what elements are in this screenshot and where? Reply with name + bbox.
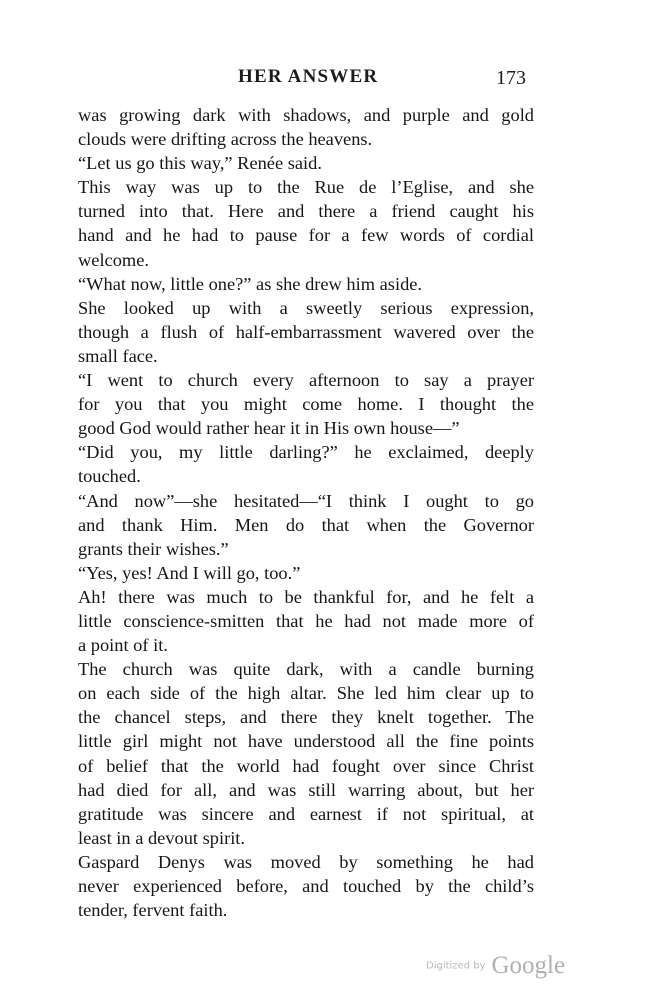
text-line: gratitude was sincere and earnest if not spiritual, at — [78, 803, 534, 824]
google-logo: Google — [491, 952, 566, 979]
chapter-title: HER ANSWER — [238, 66, 379, 87]
text-line: hand and he had to pause for a few words of cordial — [78, 225, 534, 246]
watermark-prefix: Digitized by — [426, 960, 486, 972]
text-line: “Let us go this way,” Renée said. — [78, 153, 322, 174]
text-line: was growing dark with shadows, and purple and gold — [78, 105, 534, 125]
text-line: though a flush of half-embarrassment wavered over the — [78, 321, 534, 342]
text-line: had died for all, and was still warring about, but her — [78, 779, 534, 800]
text-line: of belief that the world had fought over since Christ — [78, 755, 534, 776]
page-number: 173 — [496, 67, 526, 89]
text-line: small face. — [78, 345, 158, 366]
text-line: grants their wishes.” — [78, 538, 229, 559]
text-line: The church was quite dark, with a candle burning — [78, 659, 534, 680]
text-line: and thank Him. Men do that when the Governor — [78, 514, 534, 535]
running-head — [0, 66, 667, 94]
text-line: Gaspard Denys was moved by something he had — [78, 851, 534, 872]
text-line: on each side of the high altar. She led him clear up to — [78, 683, 534, 704]
text-line: She looked up with a sweetly serious expression, — [78, 297, 534, 318]
body-text — [78, 103, 534, 922]
text-line: tender, fervent faith. — [78, 900, 228, 921]
text-line: for you that you might come home. I thought the — [78, 394, 534, 415]
text-line: “And now”—she hesitated—“I think I ought to go — [78, 490, 534, 511]
text-line: the chancel steps, and there they knelt together. The — [78, 707, 534, 728]
text-line: “Did you, my little darling?” he exclaimed, deeply — [78, 442, 534, 463]
text-line: Ah! there was much to be thankful for, and he felt a — [78, 586, 534, 607]
digitized-watermark — [426, 952, 565, 982]
text-line: This way was up to the Rue de l’Eglise, and she — [78, 177, 534, 198]
text-line: good God would rather hear it in His own house—” — [78, 418, 460, 439]
text-line: little girl might not have understood all the fine points — [78, 731, 534, 752]
text-line: never experienced before, and touched by the child’s — [78, 876, 534, 896]
text-line: a point of it. — [78, 635, 168, 656]
text-line: turned into that. Here and there a friend caught his — [78, 201, 534, 222]
text-line: touched. — [78, 466, 141, 487]
text-line: least in a devout spirit. — [78, 827, 246, 848]
text-line: “I went to church every afternoon to say a prayer — [78, 370, 534, 391]
text-line: little conscience-smitten that he had not made more of — [78, 610, 534, 631]
text-line: welcome. — [78, 249, 149, 270]
text-line: “Yes, yes! And I will go, too.” — [78, 562, 301, 583]
text-line: “What now, little one?” as she drew him aside. — [78, 273, 423, 294]
text-line: clouds were drifting across the heavens. — [78, 129, 373, 150]
